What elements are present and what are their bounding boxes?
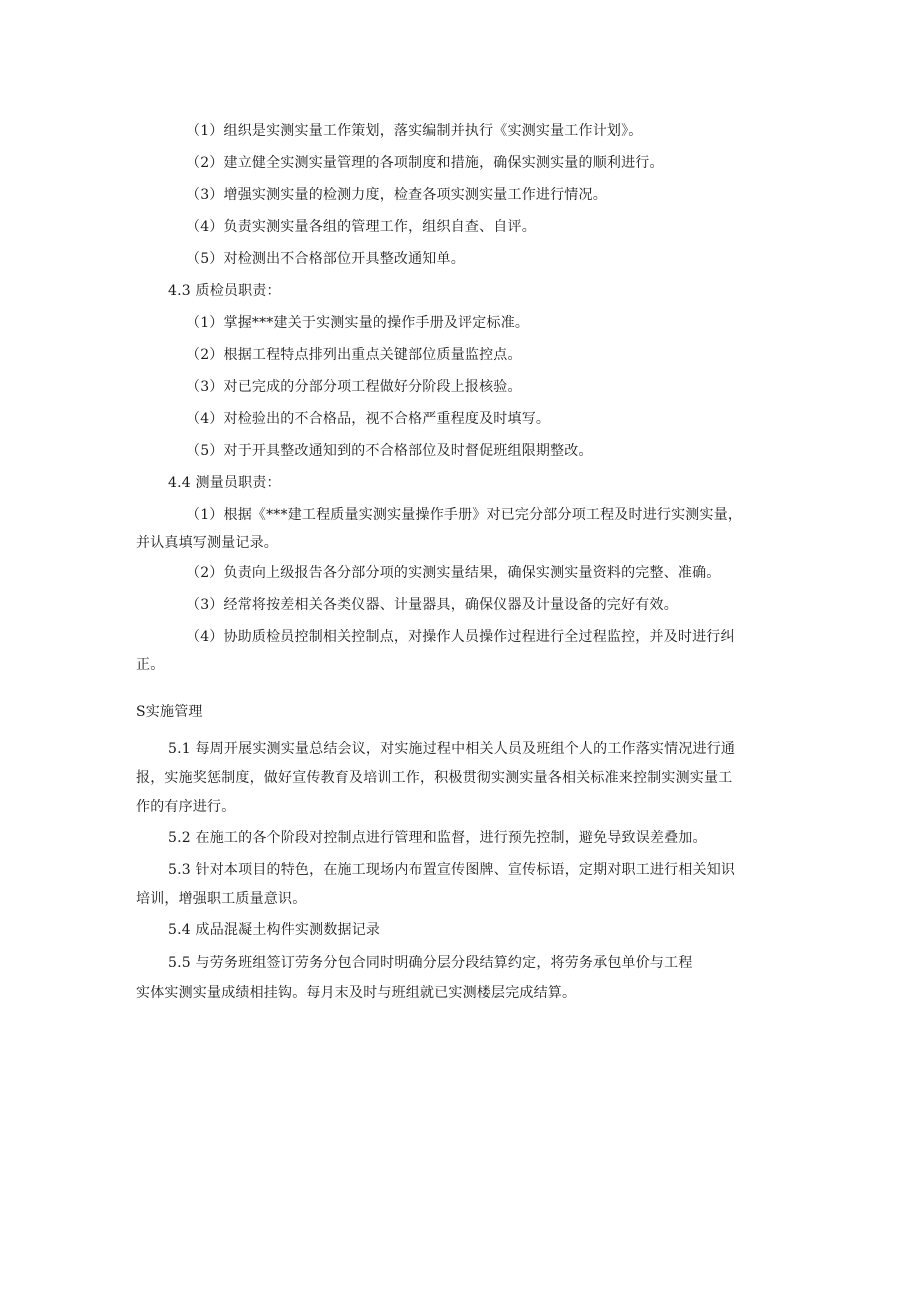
section-4-4-heading: 4.4 测量员职责： [168, 475, 281, 491]
section-5-2: 5.2 在施工的各个阶段对控制点进行管理和监督，进行预先控制，避免导致误差叠加。 [168, 830, 707, 846]
survey-item-1-line-2: 并认真填写测量记录。 [136, 535, 278, 551]
survey-item-4-line-1: （4）协助质检员控制相关控制点，对操作人员操作过程进行全过程监控，并及时进行纠 [186, 629, 735, 645]
section-5-3-line-2: 培训，增强职工质量意识。 [136, 891, 307, 907]
qc-item-3: （3）对已完成的分部分项工程做好分阶段上报核验。 [186, 379, 522, 395]
org-item-1: （1）组织是实测实量工作策划，落实编制并执行《实测实量工作计划》。 [186, 123, 643, 139]
section-5-5-line-1: 5.5 与劳务班组签订劳务分包合同时明确分层分段结算约定，将劳务承包单价与工程 [168, 955, 693, 971]
org-item-3: （3）增强实测实量的检测力度，检查各项实测实量工作进行情况。 [186, 187, 607, 203]
section-5-5-line-2: 实体实测实量成绩相挂钩。每月末及时与班组就已实测楼层完成结算。 [136, 985, 577, 1001]
survey-item-2: （2）负责向上级报告各分部分项的实测实量结果，确保实测实量资料的完整、准确。 [186, 565, 721, 581]
org-item-2: （2）建立健全实测实量管理的各项制度和措施，确保实测实量的顺利进行。 [186, 155, 664, 171]
section-5-3-line-1: 5.3 针对本项目的特色，在施工现场内布置宣传图牌、宣传标语，定期对职工进行相关知识 [168, 862, 736, 878]
qc-item-5: （5）对于开具整改通知到的不合格部位及时督促班组限期整改。 [186, 443, 593, 459]
org-item-5: （5）对检测出不合格部位开具整改通知单。 [186, 251, 465, 267]
qc-item-4: （4）对检验出的不合格品，视不合格严重程度及时填写。 [186, 411, 551, 427]
survey-item-1-line-1: （1）根据《***建工程质量实测实量操作手册》对已完分部分项工程及时进行实测实量， [186, 507, 743, 523]
section-5-4: 5.4 成品混凝土构件实测数据记录 [168, 922, 381, 938]
survey-item-3: （3）经常将按差相关各类仪器、计量器具，确保仪器及计量设备的完好有效。 [186, 597, 678, 613]
section-5-heading: S实施管理 [136, 704, 203, 720]
qc-item-1: （1）掌握***建关于实测实量的操作手册及评定标准。 [186, 315, 530, 331]
survey-item-4-line-2: 正。 [136, 657, 165, 673]
section-5-1-line-3: 作的有序进行。 [136, 799, 236, 815]
org-item-4: （4）负责实测实量各组的管理工作，组织自查、自评。 [186, 219, 536, 235]
section-5-1-line-2: 报，实施奖惩制度，做好宣传教育及培训工作，积极贯彻实测实量各相关标准来控制实测实量工 [136, 770, 733, 786]
section-4-3-heading: 4.3 质检员职责： [168, 283, 281, 299]
section-5-1-line-1: 5.1 每周开展实测实量总结会议，对实施过程中相关人员及班组个人的工作落实情况进行通 [168, 741, 736, 757]
qc-item-2: （2）根据工程特点排列出重点关键部位质量监控点。 [186, 347, 522, 363]
